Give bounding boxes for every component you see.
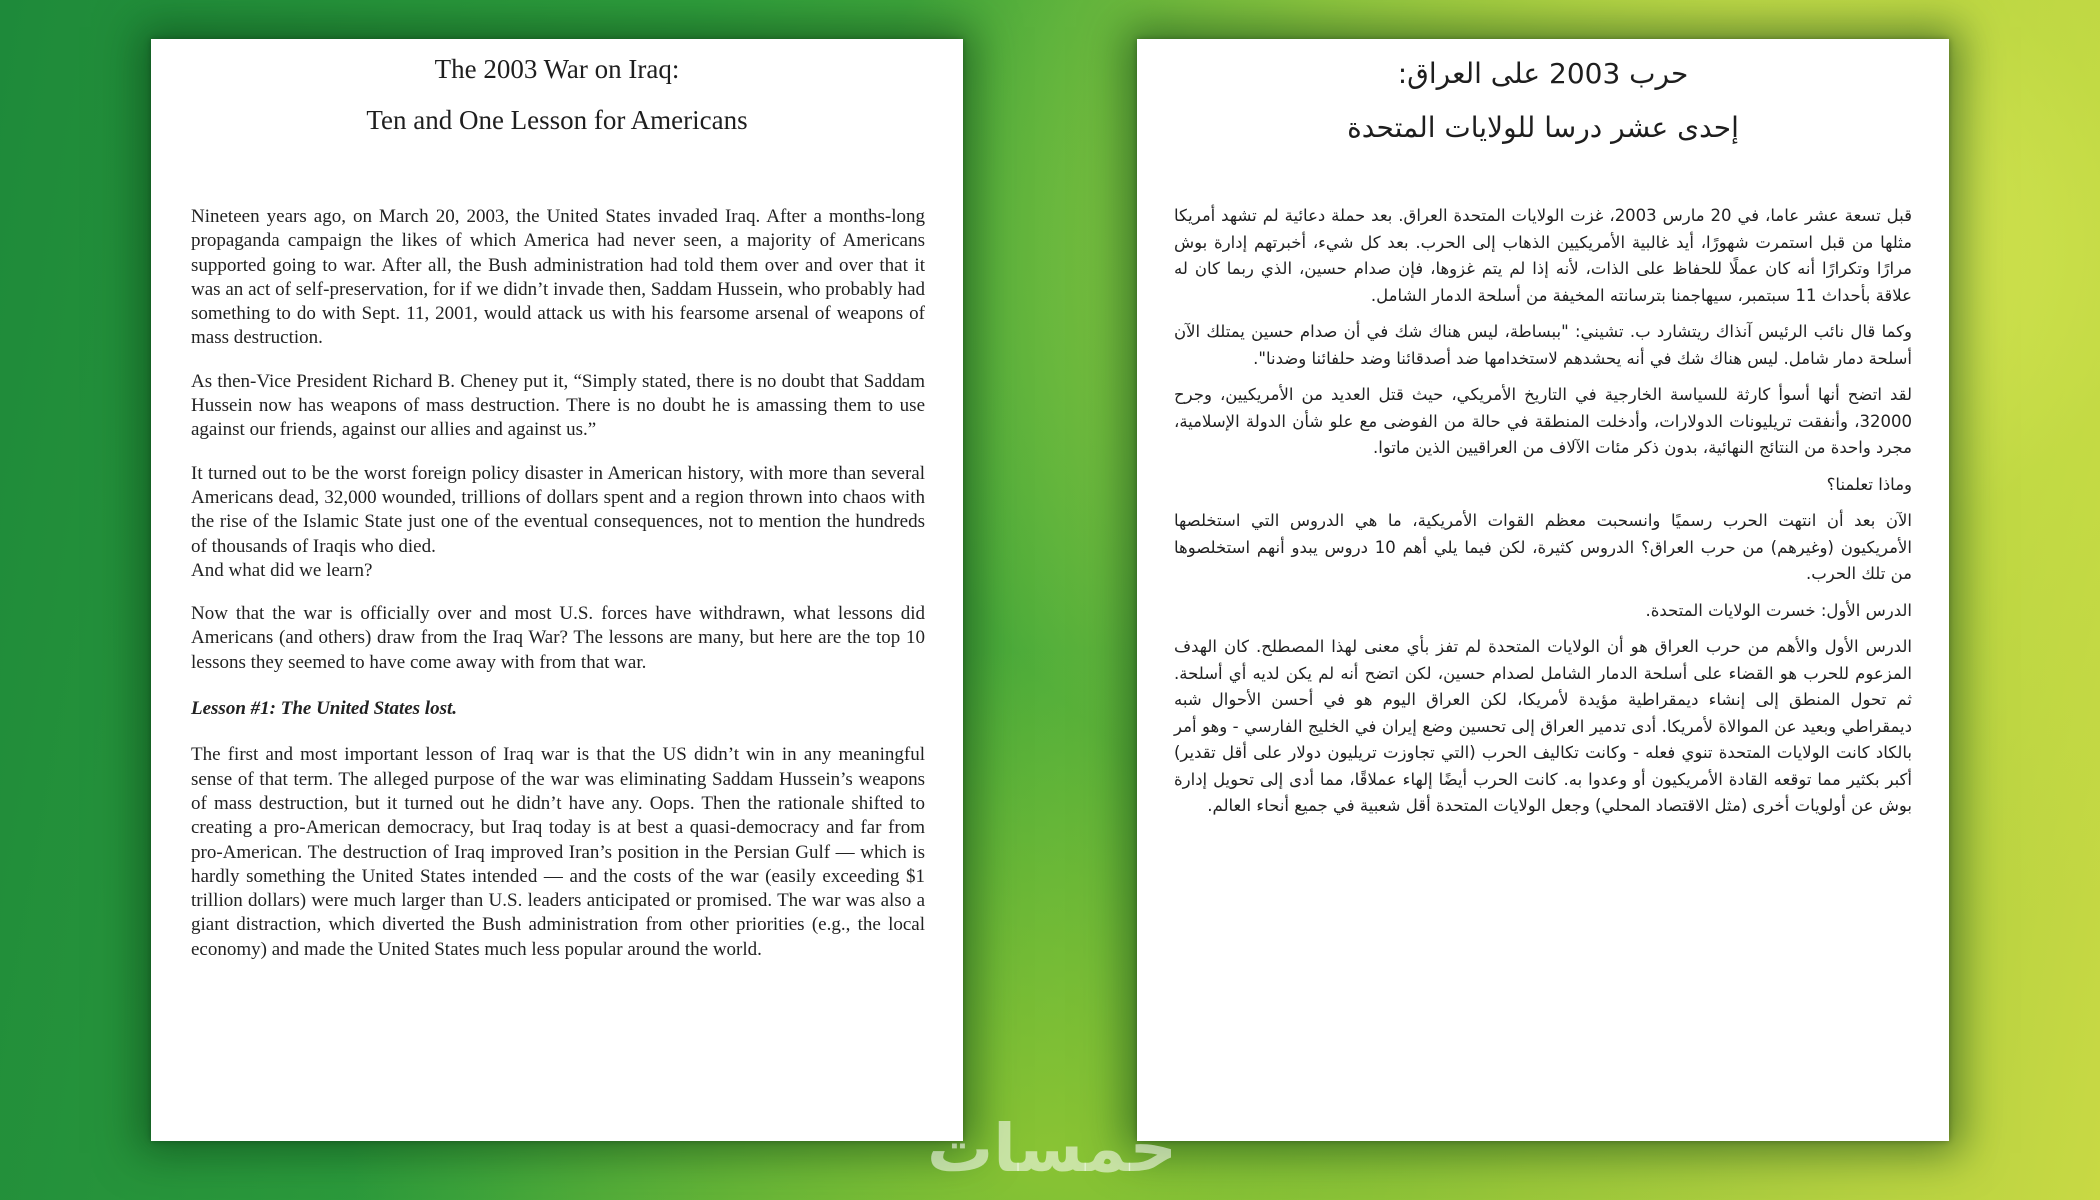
english-lesson-heading: Lesson #1: The United States lost.: [191, 698, 458, 720]
english-paragraph: Nineteen years ago, on March 20, 2003, the United States invaded Iraq. After a months-long propaganda campaign the likes of which America had never seen, a majority of Americans supported going to war. After all, the Bush administration had told them over and over that it was an act of self-preservation, for if we didn’t invade then, Saddam Hussein, who probably had something to do with Sept. 11, 2001, would attack us with his fearsome arsenal of weapons of mass destruction.: [191, 206, 925, 349]
watermark-logo: خمسات: [926, 1110, 1178, 1187]
arabic-document-page: [1137, 39, 1949, 1141]
english-paragraph: And what did we learn?: [191, 559, 373, 581]
english-title-line1: The 2003 War on Iraq:: [434, 54, 680, 84]
arabic-paragraph: الآن بعد أن انتهت الحرب رسميًا وانسحبت معظم القوات الأمريكية، ما هي الدروس التي استخلصها الأمريكيون (وغيرهم) من حرب العراق؟ الدروس كثيرة، لكن فيما يلي أهم 10 دروس يبدو أنهم استخلصوها من تلك الحرب.: [1174, 511, 1912, 583]
arabic-paragraph: لقد اتضح أنها أسوأ كارثة للسياسة الخارجية في التاريخ الأمريكي، حيث قتل العديد من الأمريكيين، وجرح 32000، وأنفقت تريليونات الدولارات، وأدخلت المنطقة في حالة من الفوضى مع علو شأن الدولة الإسلامية، مجرد واحدة من النتائج النهائية، بدون ذكر مئات الآلاف من العراقيين الذين ماتوا.: [1174, 385, 1912, 457]
arabic-lesson-heading: الدرس الأول: خسرت الولايات المتحدة.: [1645, 600, 1912, 620]
arabic-paragraph: الدرس الأول والأهم من حرب العراق هو أن الولايات المتحدة لم تفز بأي معنى لهذا المصطلح. كان الهدف المزعوم للحرب هو القضاء على أسلحة الدمار الشامل لصدام حسين، لكن اتضح أنه لم يكن لديه أي أسلحة. ثم تحول المنطق إلى إنشاء ديمقراطية مؤيدة لأمريكا، لكن العراق اليوم هو في أحسن الأحوال شبه ديمقراطي وبعيد عن الموالاة لأمريكا. أدى تدمير العراق إلى تحسين وضع إيران في الخليج الفارسي - وهو أمر بالكاد كانت الولايات المتحدة تنوي فعله - وكانت تكاليف الحرب (التي تجاوزت تريليون دولار على أقل تقدير) أكبر بكثير مما توقعه القادة الأمريكيون أو وعدوا به. كانت الحرب أيضًا إلهاء عملاقًا، مما أدى إلى تحويل إدارة بوش عن أولويات أخرى (مثل الاقتصاد المحلي) وجعل الولايات المتحدة أقل شعبية في جميع أنحاء العالم.: [1174, 637, 1912, 815]
arabic-paragraph: وماذا تعلمنا؟: [1826, 474, 1912, 494]
english-document-page: [151, 39, 963, 1141]
english-paragraph: The first and most important lesson of Iraq war is that the US didn’t win in any meaningful sense of that term. The alleged purpose of the war was eliminating Saddam Hussein’s weapons of mass destruction, but it turned out he didn’t have any. Oops. Then the rationale shifted to creating a pro-American democracy, but Iraq today is at best a quasi-democracy and far from pro-American. The destruction of Iraq improved Iran’s position in the Persian Gulf — which is hardly something the United States intended — and the costs of the war (easily exceeding $1 trillion dollars) were much larger than U.S. leaders anticipated or promised. The war was also a giant distraction, which diverted the Bush administration from other priorities (e.g., the local economy) and made the United States much less popular around the world.: [191, 744, 925, 960]
arabic-body: [1174, 203, 1912, 830]
arabic-title-line1: حرب 2003 على العراق:: [1397, 57, 1689, 90]
arabic-paragraph: وكما قال نائب الرئيس آنذاك ريتشارد ب. تشيني: "ببساطة، ليس هناك شك في أن صدام حسين يمتلك الآن أسلحة دمار شامل. ليس هناك شك في أنه يحشدهم لاستخدامها ضد أصدقائنا وضد حلفائنا وضدنا".: [1174, 322, 1912, 368]
english-title-line2: Ten and One Lesson for Americans: [366, 105, 748, 135]
english-paragraph: Now that the war is officially over and most U.S. forces have withdrawn, what lessons did Americans (and others) draw from the Iraq War? The lessons are many, but here are the top 10 lessons they seemed to have come away with from that war.: [191, 603, 925, 673]
english-paragraph: As then-Vice President Richard B. Cheney put it, “Simply stated, there is no doubt that Saddam Hussein now has weapons of mass destruction. There is no doubt he is amassing them to use against our friends, against our allies and against us.”: [191, 370, 925, 441]
arabic-title-line2: إحدى عشر درسا للولايات المتحدة: [1347, 111, 1739, 144]
arabic-paragraph: قبل تسعة عشر عاما، في 20 مارس 2003، غزت الولايات المتحدة العراق. بعد حملة دعائية لم تشهد أمريكا مثلها من قبل استمرت شهورًا، أيد غالبية الأمريكيين الذهاب إلى الحرب. بعد كل شيء، أخبرتهم إدارة بوش مرارًا وتكرارًا أنه كان عملًا للحفاظ على الذات، لأنه إذا لم يتم غزوها، فإن صدام حسين، الذي ربما كان له علاقة بأحداث 11 سبتمبر، سيهاجمنا بترسانته المخيفة من أسلحة الدمار الشامل.: [1174, 206, 1912, 305]
english-body: [191, 205, 925, 981]
english-paragraph: It turned out to be the worst foreign policy disaster in American history, with more than several Americans dead, 32,000 wounded, trillions of dollars spent and a region thrown into chaos with the rise of the Islamic State just one of the eventual consequences, not to mention the hundreds of thousands of Iraqis who died.: [191, 462, 925, 557]
